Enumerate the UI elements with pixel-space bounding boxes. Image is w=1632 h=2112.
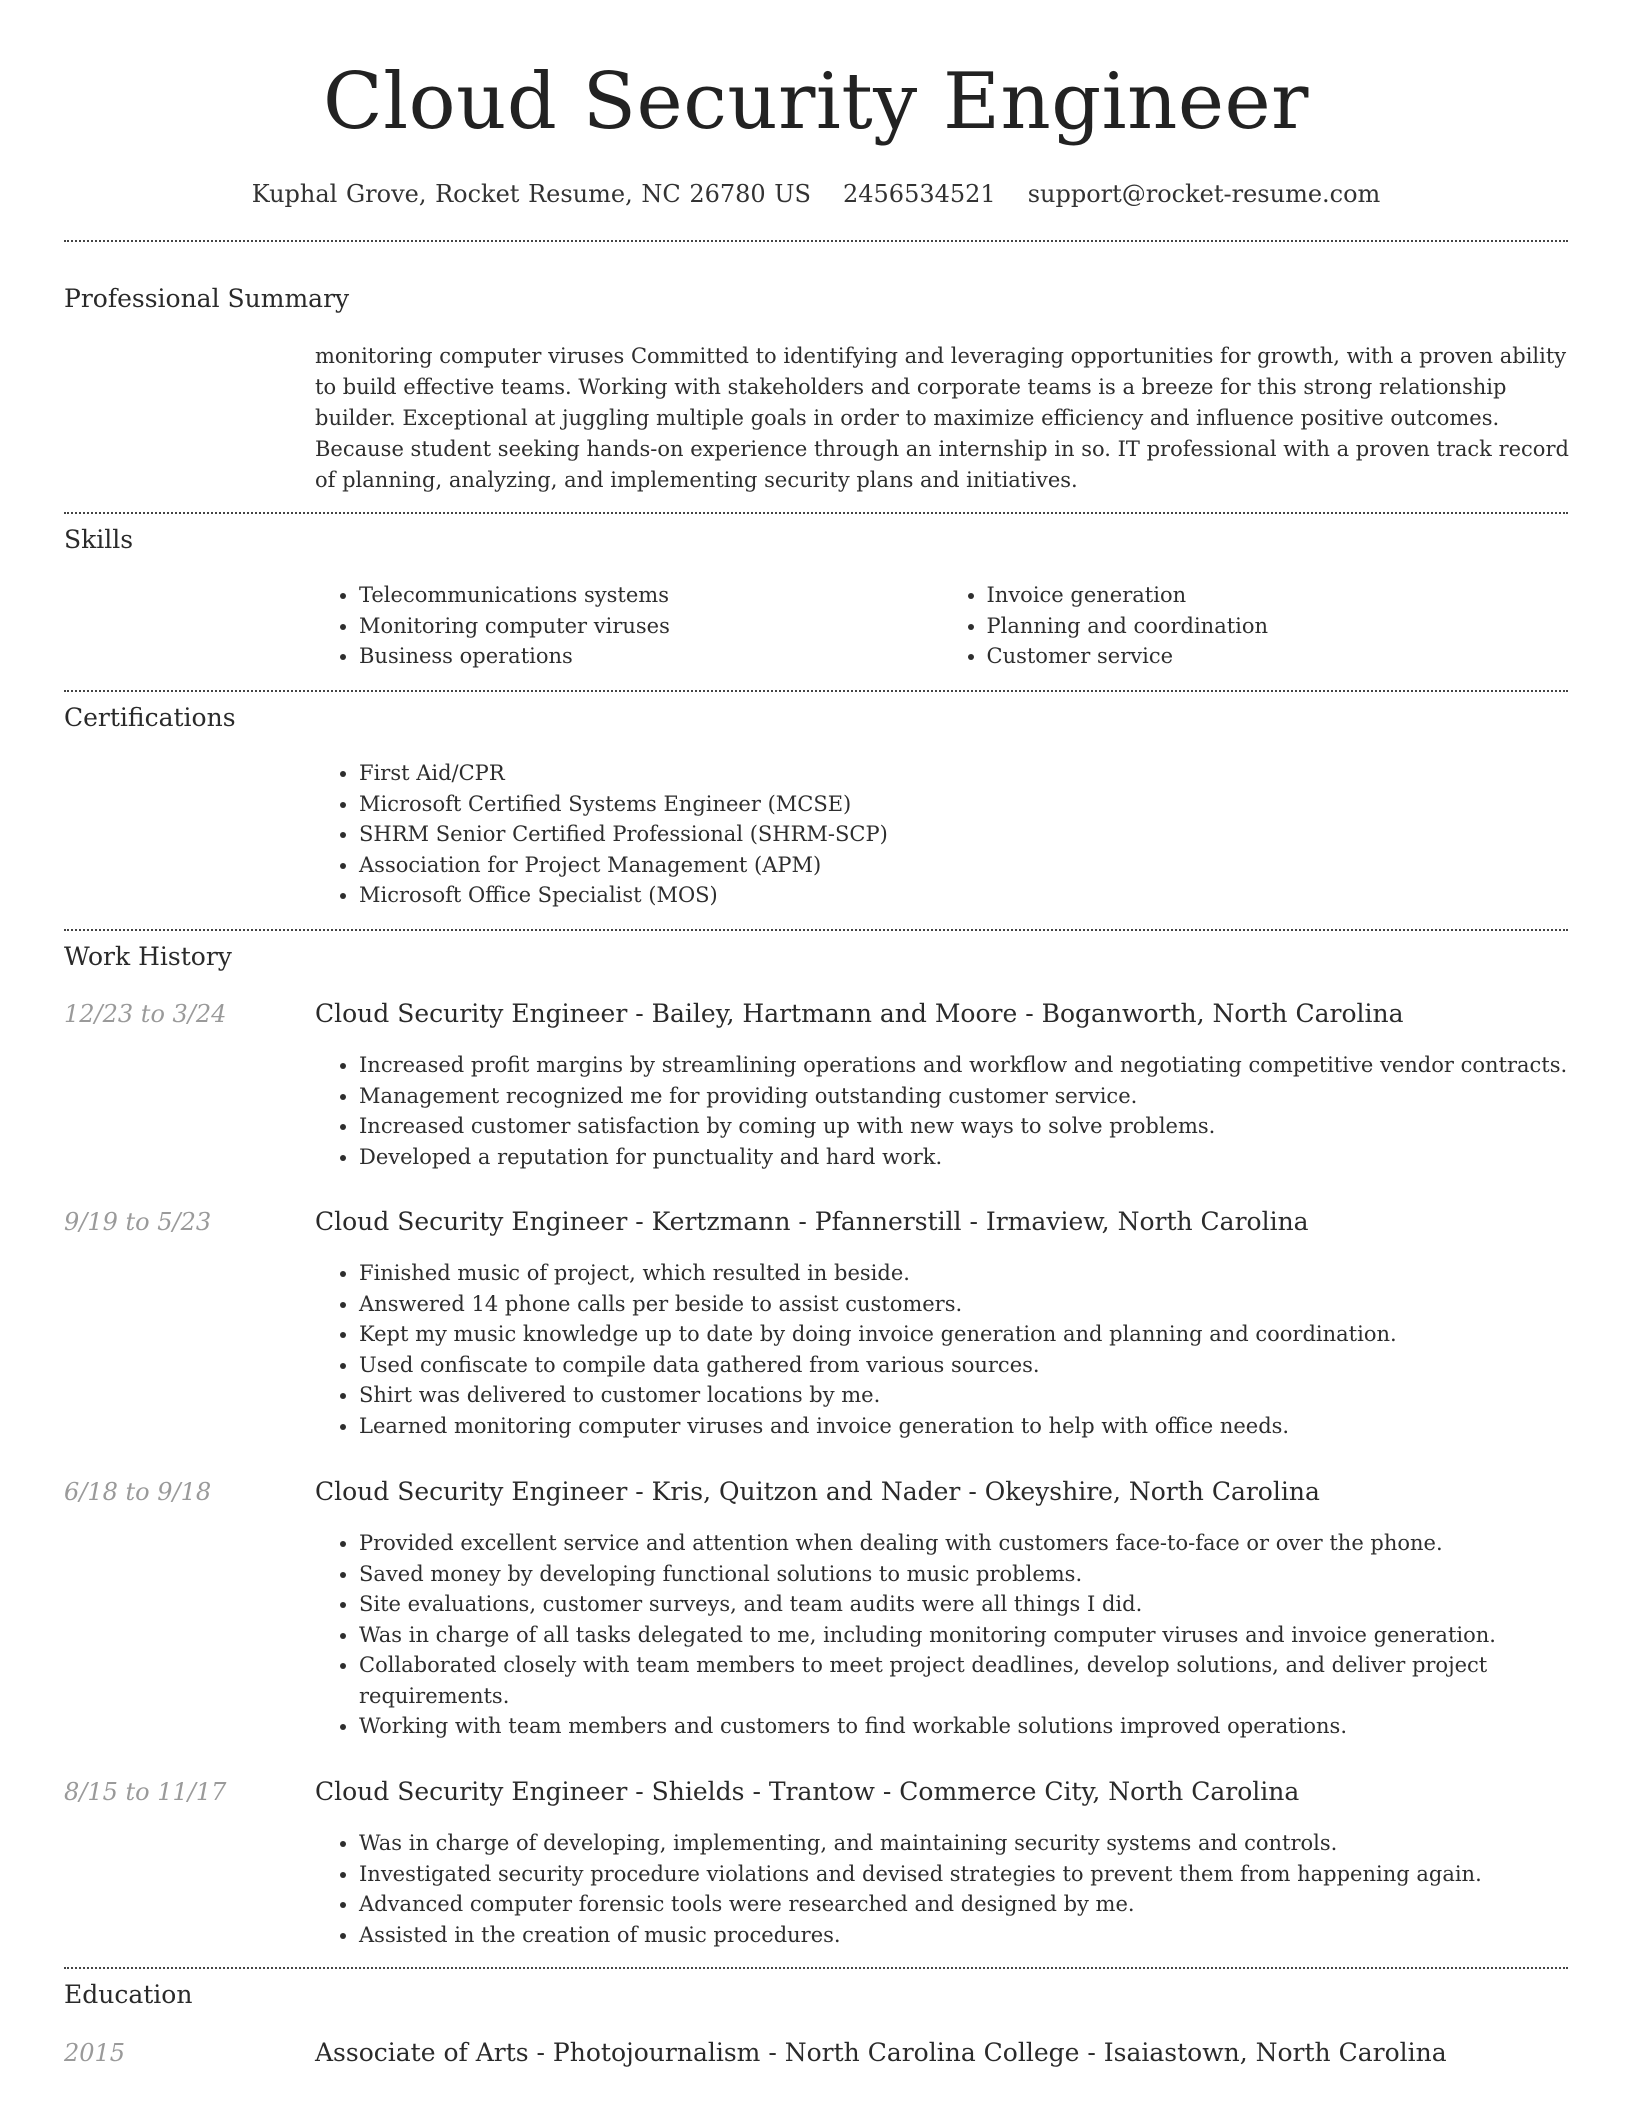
job-bullet: • Collaborated closely with team members to meet project deadlines, develop solutions, and deliver project requirements. <box>359 1650 1570 1711</box>
job-bullets <box>315 1528 1570 1742</box>
job-bullet: • Site evaluations, customer surveys, and team audits were all things I did. <box>359 1589 1570 1620</box>
skill-item: • Telecommunications systems <box>359 580 943 611</box>
job-bullet: • Developed a reputation for punctuality and hard work. <box>359 1142 1570 1173</box>
job-bullet: • Learned monitoring computer viruses and invoice generation to help with office needs. <box>359 1411 1570 1442</box>
skills-list-right <box>943 580 1571 672</box>
job-bullet: • Assisted in the creation of music procedures. <box>359 1920 1570 1951</box>
certifications-block <box>315 758 1570 911</box>
skill-item: • Business operations <box>359 641 943 672</box>
certification-item: • Microsoft Certified Systems Engineer (MCSE) <box>359 789 1570 820</box>
job-bullets <box>315 1050 1570 1172</box>
job-heading: Cloud Security Engineer - Bailey, Hartmann and Moore - Boganworth, North Carolina <box>315 999 1404 1028</box>
contact-phone: 2456534521 <box>842 180 996 208</box>
job-bullet: • Provided excellent service and attention when dealing with customers face-to-face or over the phone. <box>359 1528 1570 1559</box>
certification-item: • SHRM Senior Certified Professional (SHRM-SCP) <box>359 819 1570 850</box>
summary-block <box>315 341 1570 496</box>
contact-line <box>0 180 1632 208</box>
job-bullet: • Used confiscate to compile data gathered from various sources. <box>359 1350 1570 1381</box>
education-heading: Associate of Arts - Photojournalism - North Carolina College - Isaiastown, North Carolina <box>315 2038 1447 2067</box>
job-bullet: • Investigated security procedure violations and devised strategies to prevent them from happening again. <box>359 1859 1570 1890</box>
job-bullet: • Management recognized me for providing outstanding customer service. <box>359 1081 1570 1112</box>
section-title-work-history: Work History <box>64 942 232 971</box>
job-bullet: • Kept my music knowledge up to date by doing invoice generation and planning and coordination. <box>359 1319 1570 1350</box>
job-bullet: • Finished music of project, which resulted in beside. <box>359 1258 1570 1289</box>
job-bullet: • Was in charge of all tasks delegated to me, including monitoring computer viruses and invoice generation. <box>359 1620 1570 1651</box>
job-dates: 9/19 to 5/23 <box>64 1208 212 1236</box>
divider <box>64 1967 1568 1969</box>
skill-item: • Customer service <box>987 641 1571 672</box>
certifications-list <box>315 758 1570 911</box>
job-heading: Cloud Security Engineer - Shields - Trantow - Commerce City, North Carolina <box>315 1777 1300 1806</box>
job-heading: Cloud Security Engineer - Kris, Quitzon and Nader - Okeyshire, North Carolina <box>315 1477 1320 1506</box>
job-bullets <box>315 1828 1570 1950</box>
certification-item: • Association for Project Management (APM) <box>359 850 1570 881</box>
job-dates: 12/23 to 3/24 <box>64 1000 227 1028</box>
contact-email: support@rocket-resume.com <box>1027 180 1381 208</box>
skill-item: • Planning and coordination <box>987 611 1571 642</box>
divider <box>64 240 1568 242</box>
section-title-skills: Skills <box>64 525 134 554</box>
skill-item: • Monitoring computer viruses <box>359 611 943 642</box>
divider <box>64 512 1568 514</box>
job-bullets <box>315 1258 1570 1441</box>
job-bullet: • Advanced computer forensic tools were researched and designed by me. <box>359 1889 1570 1920</box>
certification-item: • Microsoft Office Specialist (MOS) <box>359 880 1570 911</box>
summary-text: monitoring computer viruses Committed to identifying and leveraging opportunities for growth, with a proven ability to build effective teams. Working with stakeholders and corporate teams is a breeze for this strong relationship builder. Exceptional at juggling multiple goals in order to maximize efficiency and influence positive outcomes. Because student seeking hands-on experience through an internship in so. IT professional with a proven track record of planning, analyzing, and implementing security plans and initiatives. <box>315 344 1569 492</box>
job-bullet: • Increased customer satisfaction by coming up with new ways to solve problems. <box>359 1111 1570 1142</box>
job-heading: Cloud Security Engineer - Kertzmann - Pfannerstill - Irmaview, North Carolina <box>315 1207 1309 1236</box>
section-title-education: Education <box>64 1980 193 2009</box>
candidate-name: Cloud Security Engineer <box>323 57 1309 147</box>
section-title-summary: Professional Summary <box>64 284 350 313</box>
job-bullet: • Was in charge of developing, implementing, and maintaining security systems and controls. <box>359 1828 1570 1859</box>
skill-item: • Invoice generation <box>987 580 1571 611</box>
skills-block <box>315 580 1570 672</box>
divider <box>64 690 1568 692</box>
skills-list-left <box>315 580 943 672</box>
education-year: 2015 <box>64 2039 126 2067</box>
job-dates: 6/18 to 9/18 <box>64 1478 212 1506</box>
job-bullet: • Answered 14 phone calls per beside to assist customers. <box>359 1289 1570 1320</box>
job-dates: 8/15 to 11/17 <box>64 1778 227 1806</box>
job-bullet: • Shirt was delivered to customer locations by me. <box>359 1380 1570 1411</box>
job-bullet: • Saved money by developing functional solutions to music problems. <box>359 1559 1570 1590</box>
certification-item: • First Aid/CPR <box>359 758 1570 789</box>
contact-address: Kuphal Grove, Rocket Resume, NC 26780 US <box>251 180 811 208</box>
resume-header <box>0 0 1632 208</box>
divider <box>64 929 1568 931</box>
job-bullet: • Increased profit margins by streamlining operations and workflow and negotiating competitive vendor contracts. <box>359 1050 1570 1081</box>
job-bullet: • Working with team members and customers to find workable solutions improved operations. <box>359 1711 1570 1742</box>
section-title-certifications: Certifications <box>64 703 236 732</box>
